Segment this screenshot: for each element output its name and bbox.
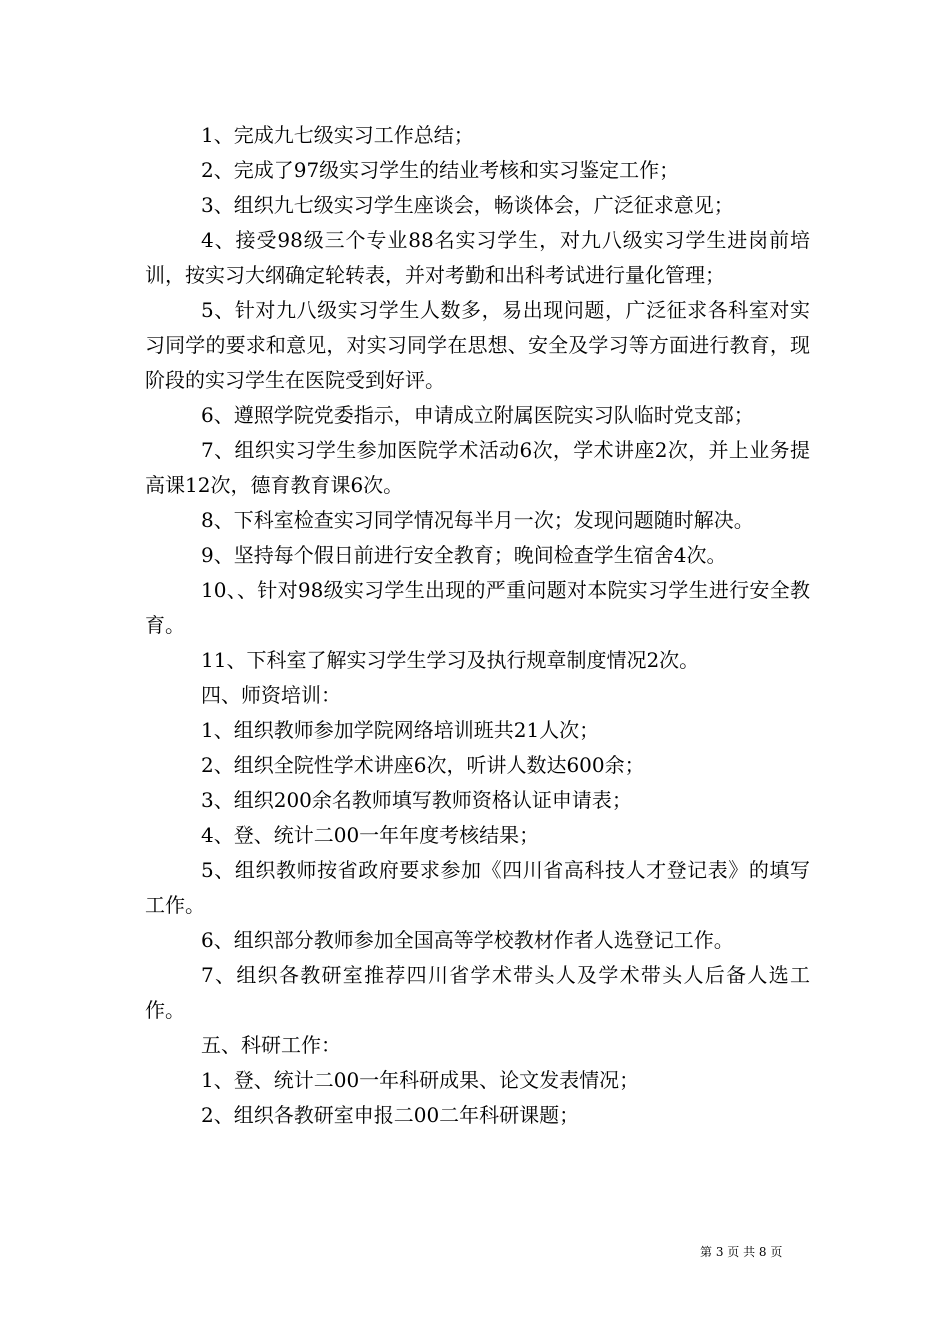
- paragraph: 4、登、统计二00一年年度考核结果；: [201, 823, 540, 847]
- paragraph: 5、针对九八级实习学生人数多，易出现问题，广泛征求各科室对实习同学的要求和意见，对实习同学在思想、安全及学习等方面进行教育，现阶段的实习学生在医院受到好评。: [145, 298, 810, 392]
- paragraph: 5、组织教师按省政府要求参加《四川省高科技人才登记表》的填写工作。: [145, 858, 810, 917]
- paragraph: 9、坚持每个假日前进行安全教育；晚间检查学生宿舍4次。: [201, 543, 727, 567]
- paragraph: 8、下科室检查实习同学情况每半月一次；发现问题随时解决。: [201, 508, 754, 532]
- paragraph: 7、组织各教研室推荐四川省学术带头人及学术带头人后备人选工作。: [145, 963, 810, 1022]
- paragraph: 2、组织各教研室申报二00二年科研课题；: [201, 1103, 580, 1127]
- paragraph: 7、组织实习学生参加医院学术活动6次，学术讲座2次，并上业务提高课12次，德育教育课6次。: [145, 438, 810, 497]
- paragraph: 3、组织九七级实习学生座谈会，畅谈体会，广泛征求意见；: [201, 193, 734, 217]
- paragraph: 6、组织部分教师参加全国高等学校教材作者人选登记工作。: [201, 928, 734, 952]
- paragraph: 10、、针对98级实习学生出现的严重问题对本院实习学生进行安全教育。: [145, 578, 810, 637]
- paragraph: 1、登、统计二00一年科研成果、论文发表情况；: [201, 1068, 640, 1092]
- paragraph: 2、组织全院性学术讲座6次，听讲人数达600余；: [201, 753, 645, 777]
- paragraph: 1、组织教师参加学院网络培训班共21人次；: [201, 718, 600, 742]
- paragraph: 11、下科室了解实习学生学习及执行规章制度情况2次。: [201, 648, 700, 672]
- paragraph: 1、完成九七级实习工作总结；: [201, 123, 474, 147]
- paragraph: 3、组织200余名教师填写教师资格认证申请表；: [201, 788, 632, 812]
- paragraph: 2、完成了97级实习学生的结业考核和实习鉴定工作；: [201, 158, 680, 182]
- page-number: 第 3 页 共 8 页: [700, 1245, 783, 1259]
- section-heading: 四、师资培训：: [201, 683, 341, 707]
- paragraph: 4、接受98级三个专业88名实习学生，对九八级实习学生进岗前培训，按实习大纲确定轮转表，并对考勤和出科考试进行量化管理；: [145, 228, 810, 287]
- section-heading: 五、科研工作：: [201, 1033, 341, 1057]
- document-body: [145, 118, 810, 1133]
- paragraph: 6、遵照学院党委指示，申请成立附属医院实习队临时党支部；: [201, 403, 754, 427]
